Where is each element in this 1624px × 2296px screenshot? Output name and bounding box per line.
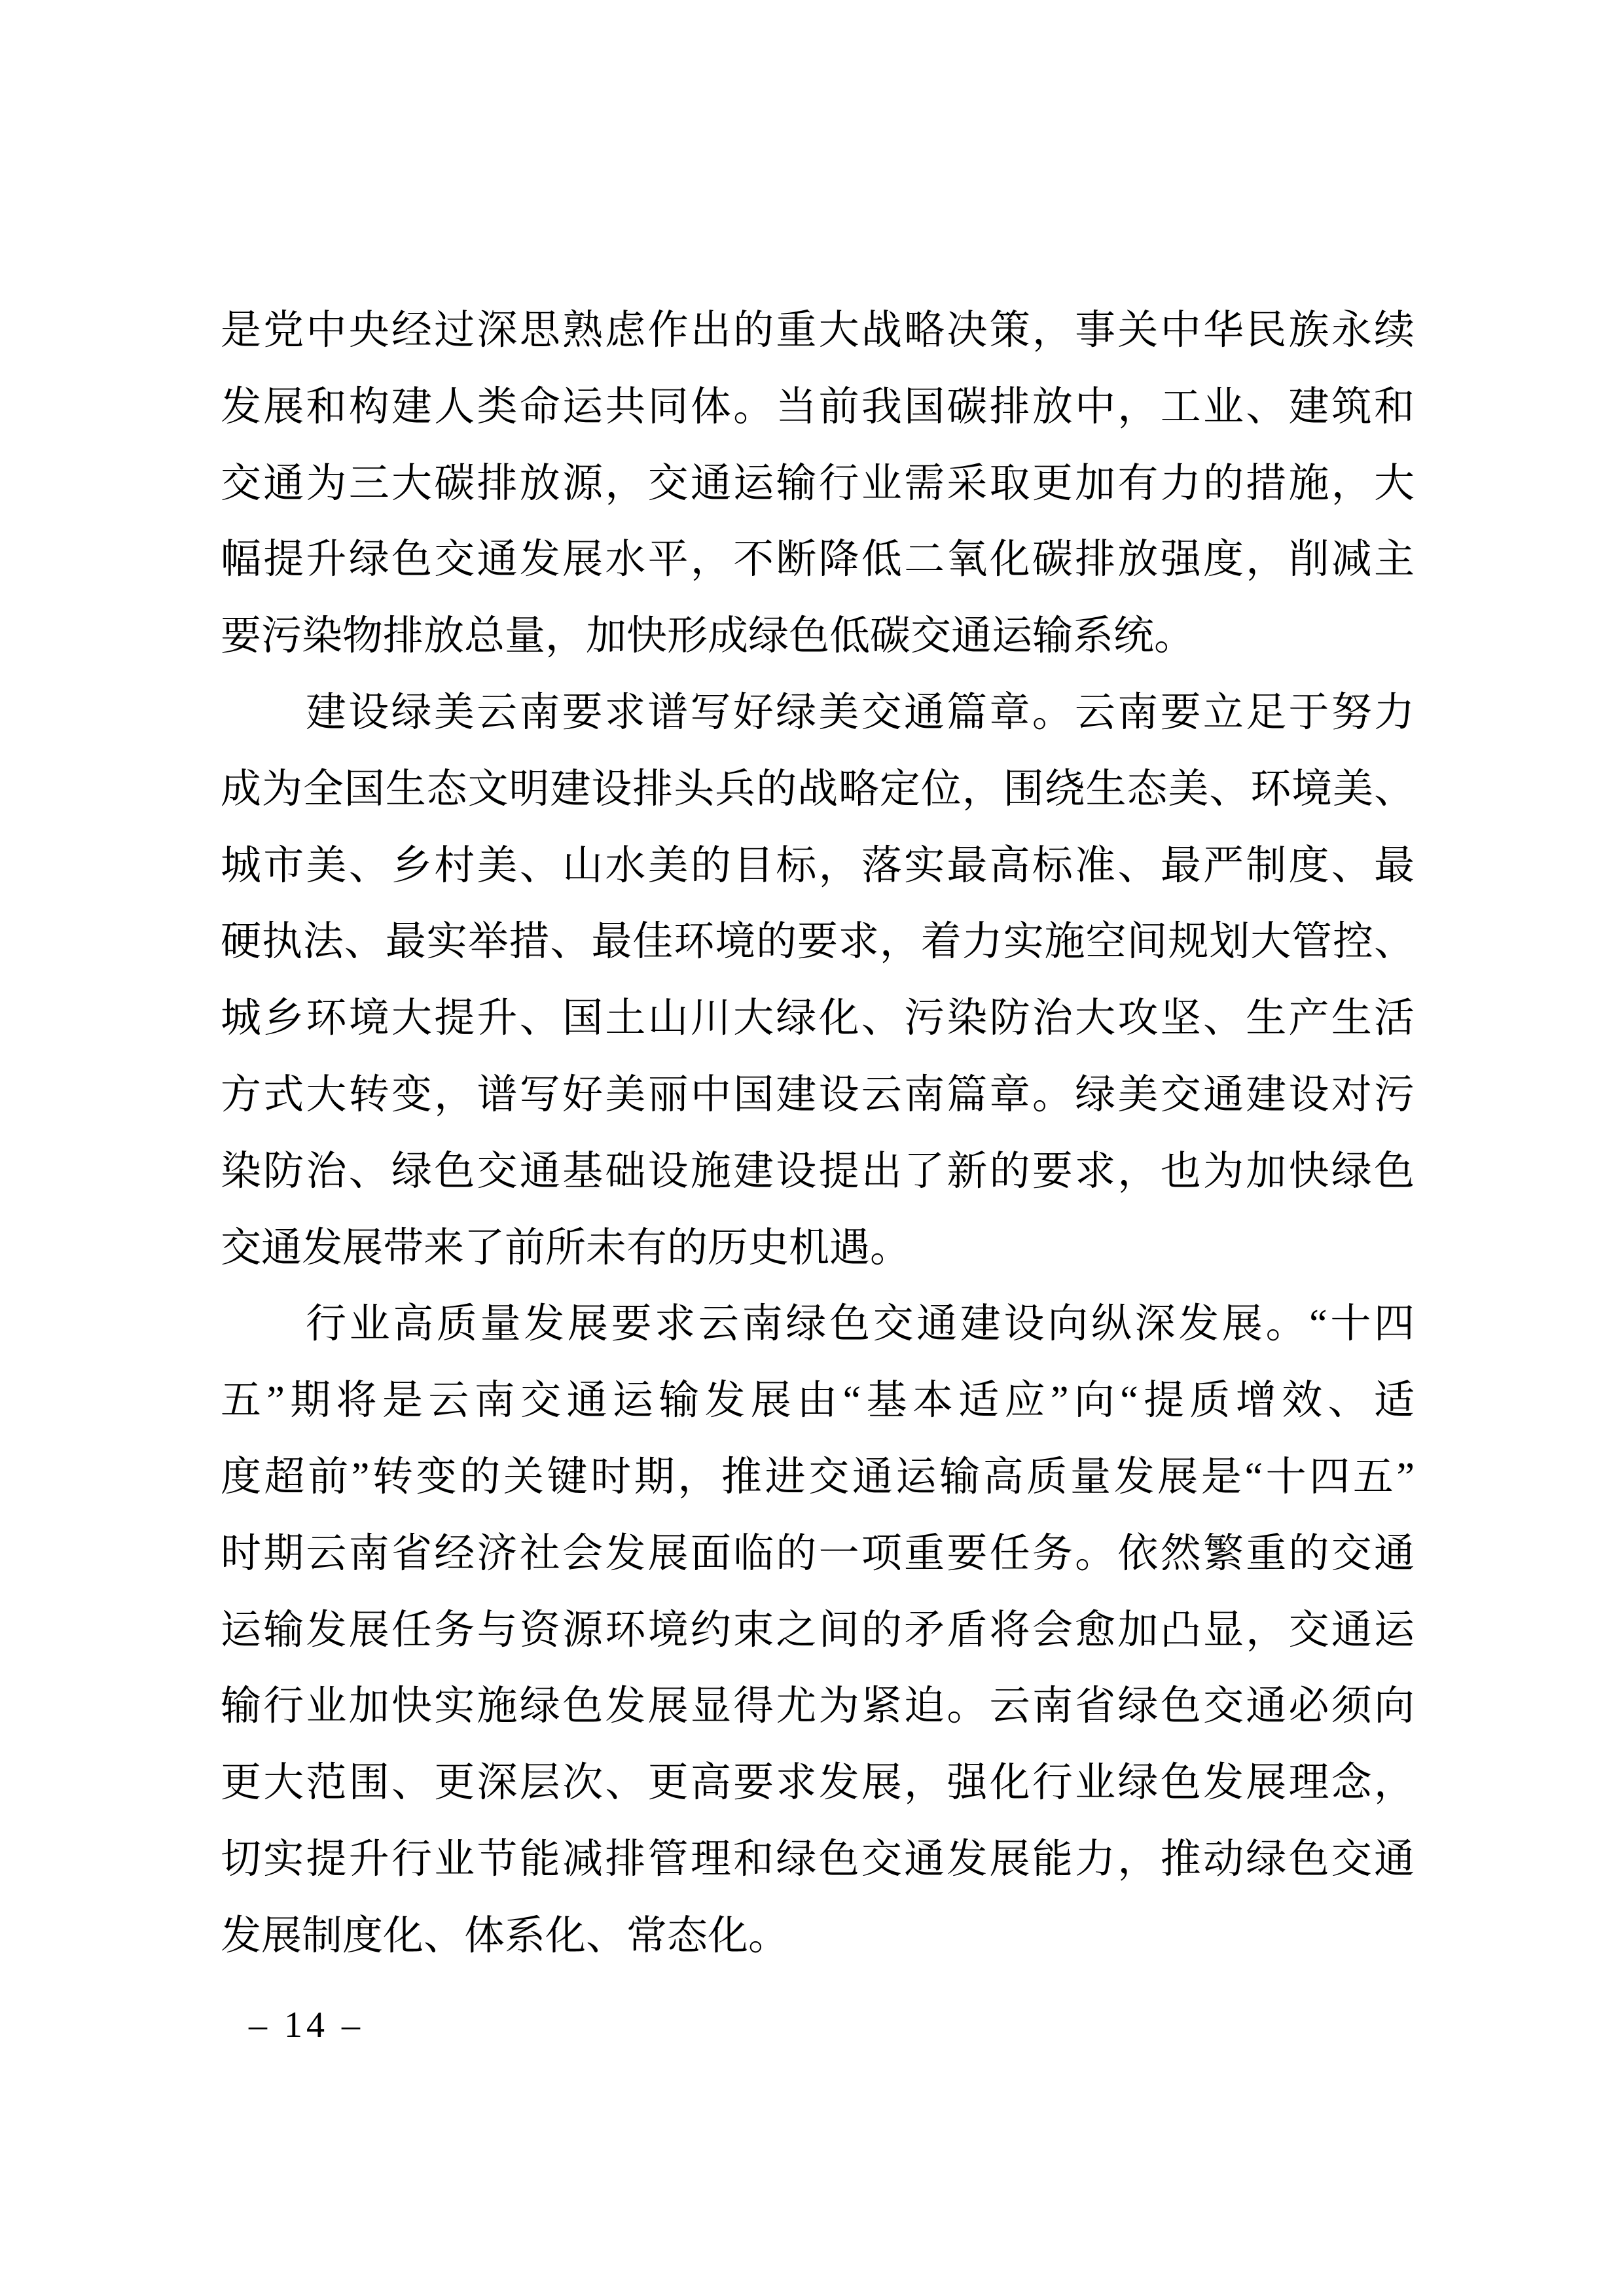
text-line: 建设绿美云南要求谱写好绿美交通篇章。云南要立足于努力: [306, 690, 1415, 735]
text-line: 交通为三大碳排放源，交通运输行业需采取更加有力的措施，大: [221, 461, 1415, 506]
paragraph: [221, 293, 1415, 675]
text-line: 度超前”转变的关键时期，推进交通运输高质量发展是“十四五”: [221, 1454, 1415, 1499]
body-text: [221, 293, 1415, 1975]
text-line: 硬执法、最实举措、最佳环境的要求，着力实施空间规划大管控、: [221, 920, 1415, 965]
text-line: 是党中央经过深思熟虑作出的重大战略决策，事关中华民族永续: [221, 308, 1415, 353]
text-line: 输行业加快实施绿色发展显得尤为紧迫。云南省绿色交通必须向: [221, 1684, 1415, 1729]
page-number: – 14 –: [249, 2005, 364, 2045]
text-line: 更大范围、更深层次、更高要求发展，强化行业绿色发展理念，: [221, 1761, 1415, 1806]
text-line: 城市美、乡村美、山水美的目标，落实最高标准、最严制度、最: [221, 843, 1415, 888]
text-line: 五”期将是云南交通运输发展由“基本适应”向“提质增效、适: [221, 1378, 1415, 1424]
text-line: 要污染物排放总量，加快形成绿色低碳交通运输系统。: [221, 614, 1195, 659]
text-line: 染防治、绿色交通基础设施建设提出了新的要求，也为加快绿色: [221, 1149, 1415, 1194]
text-line: 幅提升绿色交通发展水平，不断降低二氧化碳排放强度，削减主: [221, 537, 1415, 583]
page-footer: [249, 2004, 364, 2046]
text-line: 方式大转变，谱写好美丽中国建设云南篇章。绿美交通建设对污: [221, 1072, 1415, 1117]
text-line: 城乡环境大提升、国土山川大绿化、污染防治大攻坚、生产生活: [221, 996, 1415, 1041]
text-line: 切实提升行业节能减排管理和绿色交通发展能力，推动绿色交通: [221, 1837, 1415, 1882]
text-line: 发展和构建人类命运共同体。当前我国碳排放中，工业、建筑和: [221, 384, 1415, 429]
text-line: 运输发展任务与资源环境约束之间的矛盾将会愈加凸显，交通运: [221, 1607, 1415, 1653]
text-line: 交通发展带来了前所未有的历史机遇。: [221, 1225, 911, 1270]
text-line: 成为全国生态文明建设排头兵的战略定位，围绕生态美、环境美、: [221, 766, 1415, 812]
text-line: 行业高质量发展要求云南绿色交通建设向纵深发展。“十四: [306, 1302, 1415, 1347]
paragraph: [221, 1286, 1415, 1974]
text-line: 发展制度化、体系化、常态化。: [221, 1913, 789, 1958]
paragraph: [221, 675, 1415, 1286]
text-line: 时期云南省经济社会发展面临的一项重要任务。依然繁重的交通: [221, 1531, 1415, 1576]
